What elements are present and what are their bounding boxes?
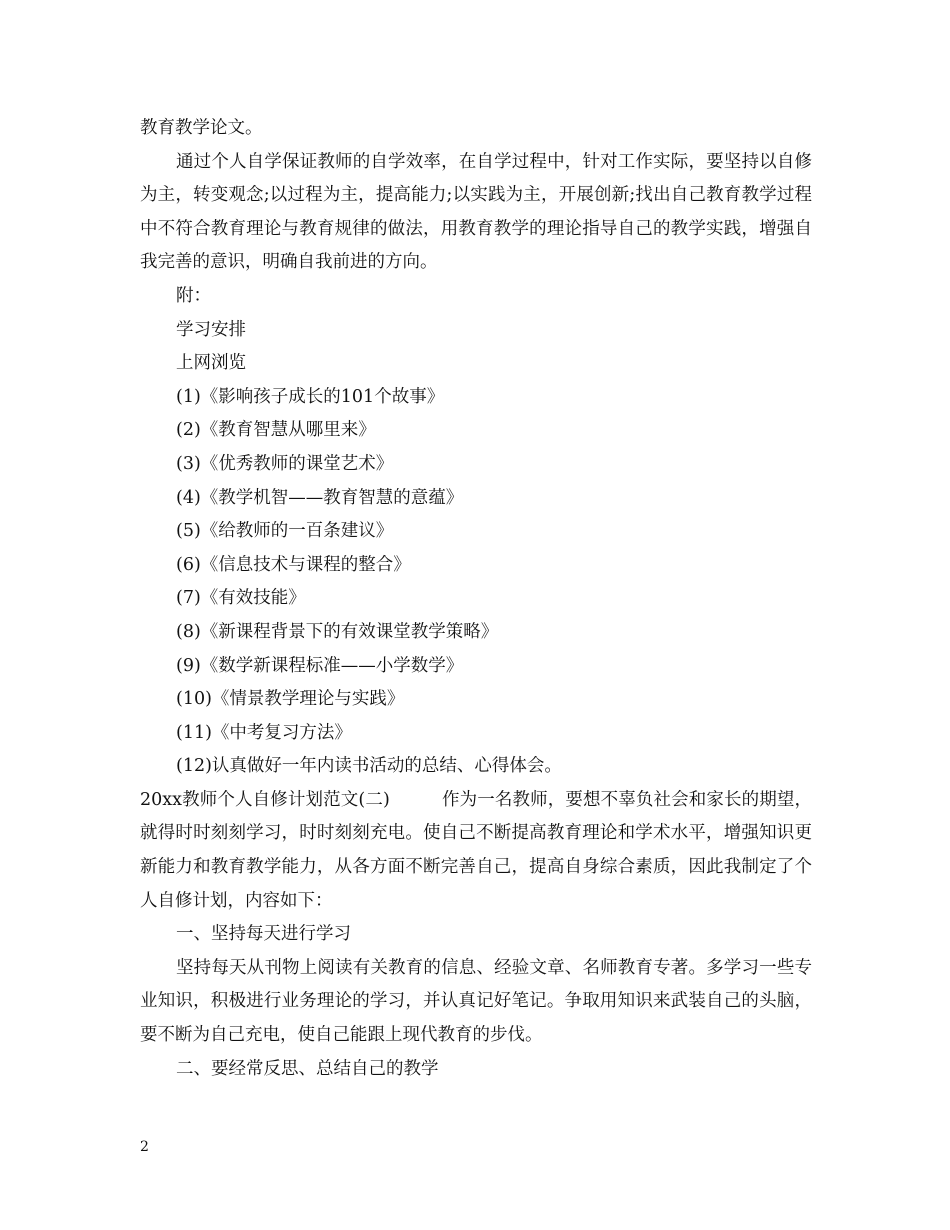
list-item: (8)《新课程背景下的有效课堂教学策略》 xyxy=(176,621,499,642)
list-item: (4)《教学机智——教育智慧的意蕴》 xyxy=(176,487,464,508)
list-item: (11)《中考复习方法》 xyxy=(176,722,352,743)
heading-reflection: 二、要经常反思、总结自己的教学 xyxy=(176,1058,439,1079)
heading-daily-study: 一、坚持每天进行学习 xyxy=(176,924,351,945)
list-item: (5)《给教师的一百条建议》 xyxy=(176,521,394,542)
list-item: (9)《数学新课程标准——小学数学》 xyxy=(176,655,464,676)
list-item: (3)《优秀教师的课堂艺术》 xyxy=(176,453,394,474)
list-item: (2)《教育智慧从哪里来》 xyxy=(176,420,376,441)
section-intro: 作为一名教师，要想不辜负社会和家长的期望，就得时时刻刻学习，时时刻刻充电。使自己不断提高教育理论和学术水平，增强知识更新能力和教育教学能力，从各方面不断完善自己，提高自身综合素质，因此我制定了个人自修计划，内容如下： xyxy=(140,789,812,911)
paragraph-continuation: 教育教学论文。 xyxy=(140,118,263,138)
list-item: (1)《影响孩子成长的101个故事》 xyxy=(176,386,445,407)
list-item: (10)《情景教学理论与实践》 xyxy=(176,689,405,710)
section-title: 20xx教师个人自修计划范文(二) xyxy=(140,789,390,810)
appendix-label: 附： xyxy=(176,285,211,306)
paragraph-self-study: 通过个人自学保证教师的自学效率，在自学过程中，针对工作实际，要坚持以自修为主，转变观念;以过程为主，提高能力;以实践为主，开展创新;找出自己教育教学过程中不符合教育理论与教育规律的做法，用教育教学的理论指导自己的教学实践，增强自我完善的意识，明确自我前进的方向。 xyxy=(140,151,812,273)
list-item: (6)《信息技术与课程的整合》 xyxy=(176,554,411,575)
list-item: (12)认真做好一年内读书活动的总结、心得体会。 xyxy=(176,756,562,777)
section-paragraph xyxy=(140,784,812,918)
list-item: (7)《有效技能》 xyxy=(176,588,306,609)
page-number: 2 xyxy=(140,1139,149,1155)
paragraph-daily-study: 坚持每天从刊物上阅读有关教育的信息、经验文章、名师教育专著。多学习一些专业知识，积极进行业务理论的学习，并认真记好笔记。争取用知识来武装自己的头脑，要不断为自己充电，使自己能跟上现代教育的步伐。 xyxy=(140,957,812,1046)
study-arrangement-heading: 学习安排 xyxy=(176,319,246,340)
online-browsing-heading: 上网浏览 xyxy=(176,353,246,374)
document-content xyxy=(140,112,812,1086)
